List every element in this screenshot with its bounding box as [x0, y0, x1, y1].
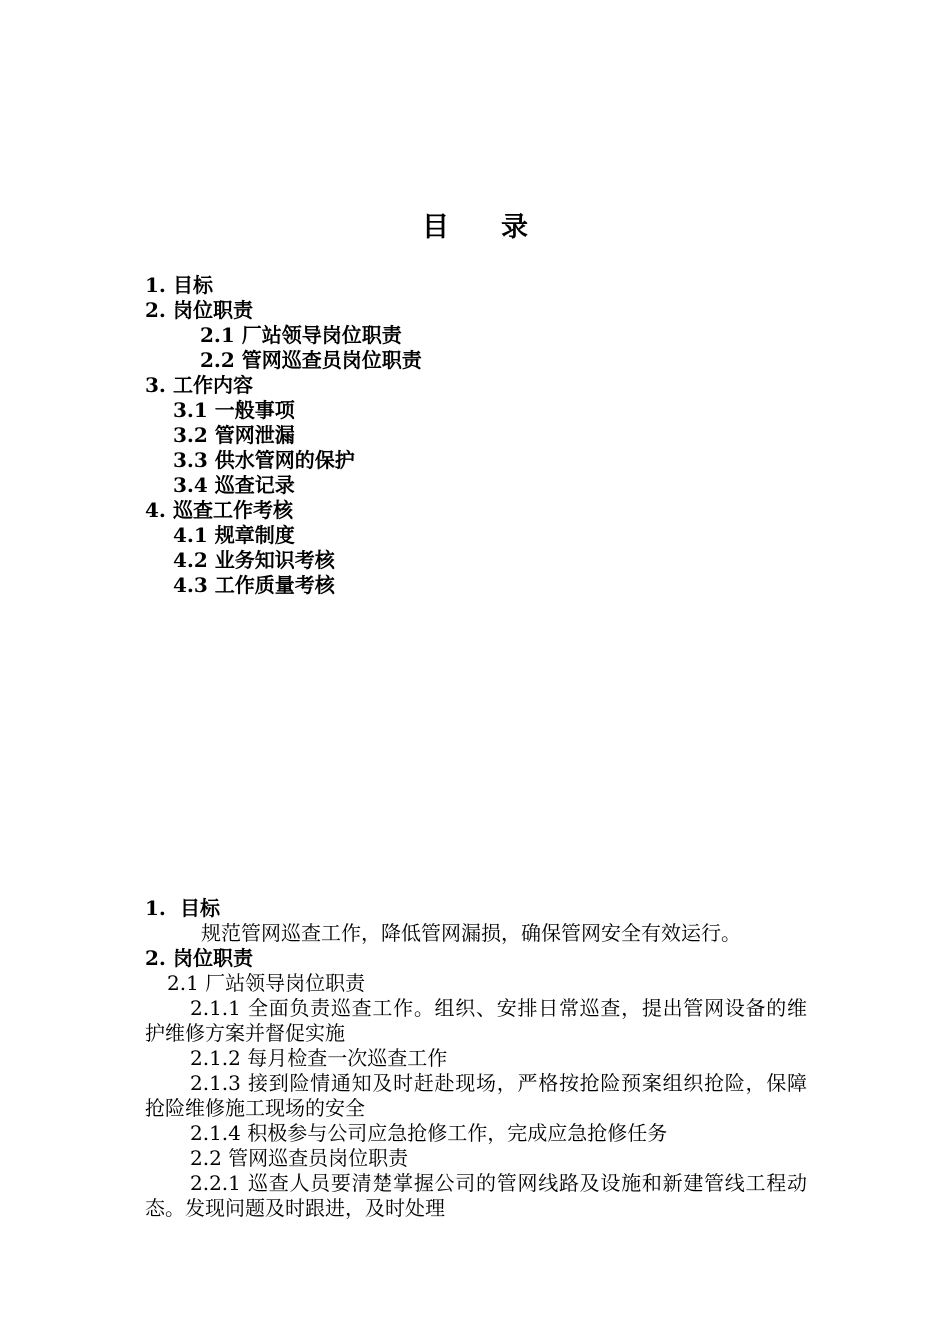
toc-title	[0, 205, 950, 244]
toc-entry[interactable]	[145, 498, 845, 523]
toc-entry-label: 管网泄漏	[214, 423, 295, 447]
toc-entry-number: 3.1	[173, 398, 208, 422]
toc-entry-number: 2.2	[200, 348, 235, 372]
paragraph: 2.1.3 接到险情通知及时赶赴现场，严格按抢险预案组织抢险，保障抢险维修施工现场的安全	[145, 1071, 807, 1120]
toc-entry[interactable]	[145, 423, 845, 448]
toc-entry-number: 3.3	[173, 448, 208, 472]
toc-entry-number: 4.2	[173, 548, 208, 572]
subsection-heading: 2.2 管网巡查员岗位职责	[190, 1146, 409, 1170]
toc-entry-label: 工作质量考核	[214, 573, 335, 597]
toc-entry-label: 岗位职责	[173, 298, 253, 322]
toc-entry-label: 管网巡查员岗位职责	[241, 348, 422, 372]
paragraph: 2.1.4 积极参与公司应急抢修工作，完成应急抢修任务	[190, 1121, 668, 1145]
section-title: 目标	[180, 896, 220, 920]
toc-entry[interactable]	[145, 373, 845, 398]
paragraph: 2.1.2 每月检查一次巡查工作	[190, 1046, 448, 1070]
paragraph: 2.1.1 全面负责巡查工作。组织、安排日常巡查，提出管网设备的维护维修方案并督促实施	[145, 996, 807, 1045]
toc-title-char-1: 目	[422, 212, 449, 243]
toc-entry-number: 3.2	[173, 423, 208, 447]
toc-entry[interactable]	[145, 573, 845, 598]
section-heading	[145, 896, 807, 921]
table-of-contents	[145, 273, 845, 598]
toc-entry-label: 工作内容	[173, 373, 253, 397]
document-body	[145, 896, 807, 1221]
toc-entry-label: 一般事项	[214, 398, 295, 422]
toc-entry[interactable]	[145, 523, 845, 548]
toc-entry-label: 规章制度	[214, 523, 295, 547]
toc-entry-label: 巡查工作考核	[173, 498, 293, 522]
toc-entry[interactable]	[145, 448, 845, 473]
toc-entry-number: 2.	[145, 298, 166, 322]
toc-entry-label: 供水管网的保护	[214, 448, 355, 472]
section-title: 岗位职责	[173, 946, 253, 970]
toc-entry-number: 3.4	[173, 473, 208, 497]
toc-title-char-2: 录	[501, 212, 528, 243]
section-heading	[145, 946, 807, 971]
subsection-heading: 2.1 厂站领导岗位职责	[167, 971, 366, 995]
toc-entry-number: 4.	[145, 498, 166, 522]
toc-entry-label: 巡查记录	[214, 473, 295, 497]
toc-entry[interactable]	[145, 348, 845, 373]
toc-entry-number: 4.1	[173, 523, 208, 547]
paragraph: 2.2.1 巡查人员要清楚掌握公司的管网线路及设施和新建管线工程动态。发现问题及时跟进，及时处理	[145, 1171, 807, 1220]
toc-entry-number: 2.1	[200, 323, 235, 347]
toc-entry-number: 4.3	[173, 573, 208, 597]
section-number: 1.	[145, 896, 166, 920]
toc-entry[interactable]	[145, 548, 845, 573]
toc-entry[interactable]	[145, 298, 845, 323]
toc-entry[interactable]	[145, 273, 845, 298]
toc-entry[interactable]	[145, 323, 845, 348]
section-number: 2.	[145, 946, 166, 970]
toc-entry-label: 厂站领导岗位职责	[241, 323, 402, 347]
paragraph: 规范管网巡查工作，降低管网漏损，确保管网安全有效运行。	[201, 921, 741, 945]
toc-entry-number: 3.	[145, 373, 166, 397]
toc-entry-label: 业务知识考核	[214, 548, 335, 572]
toc-entry-label: 目标	[173, 273, 213, 297]
toc-entry-number: 1.	[145, 273, 166, 297]
toc-entry[interactable]	[145, 398, 845, 423]
toc-entry[interactable]	[145, 473, 845, 498]
